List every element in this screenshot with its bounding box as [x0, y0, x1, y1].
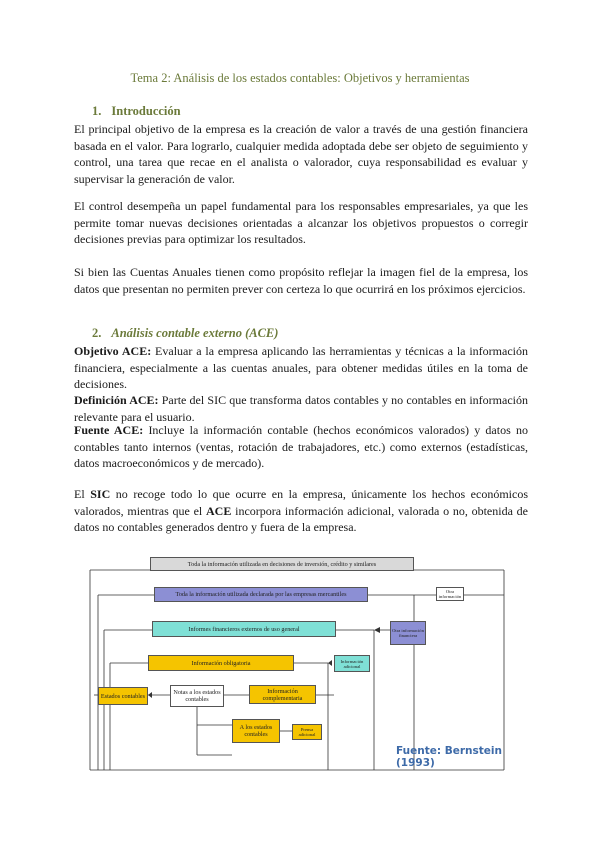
paragraph-fuente	[74, 422, 528, 472]
paragraph-intro-2: El control desempeña un papel fundamental para los responsables empresariales, ya que les permite tomar nuevas decisiones orientadas a alcanzar los objetivos propuestos o corregir decisiones previas para optimizar los resultados.	[74, 199, 528, 246]
objetivo-text: Evaluar a la empresa aplicando las herramientas y técnicas a la información financiera, especialmente a las cuentas anuales, para obtener medidas útiles en la toma de decisiones.	[74, 344, 528, 391]
section-1-heading	[92, 104, 181, 119]
fuente-label: Fuente ACE:	[74, 423, 144, 437]
paragraph-intro-1: El principal objetivo de la empresa es la creación de valor a través de una gestión financiera basada en el valor. Para lograrlo, cualquier medida adoptada debe ser objeto de seguimiento y control, una tarea que recae en el analista o valorador, cuya responsabilidad es evaluar y supervisar la generación de valor.	[74, 122, 528, 186]
sic-text-b: no recoge todo lo que ocurre en la empresa, únicamente los hechos económicos valorados, mientras que el	[74, 487, 529, 518]
box-notas: Notas a los estados contables	[170, 685, 224, 707]
section-2-number: 2.	[92, 326, 102, 340]
paragraph-definicion	[74, 392, 528, 425]
box-otra-informacion: Otra información	[436, 587, 464, 601]
paragraph-sic-ace	[74, 486, 528, 536]
box-otra-info-financiera: Otra información financiera	[390, 621, 426, 645]
information-diagram	[84, 545, 524, 775]
box-declared-information: Toda la información utilizada declarada por las empresas mercantiles	[154, 587, 368, 602]
sic-text-a: El	[74, 487, 91, 501]
section-1-number: 1.	[92, 104, 102, 118]
box-all-information: Toda la información utilizada en decisiones de inversión, crédito y similares	[150, 557, 414, 571]
box-a-estados: A los estados contables	[232, 719, 280, 743]
paragraph-intro-3: Si bien las Cuentas Anuales tienen como propósito reflejar la imagen fiel de la empresa, los datos que presentan no permiten prever con certeza lo que ocurrirá en los próximos ejercicios.	[74, 265, 528, 296]
box-mandatory-information: Información obligatoria	[148, 655, 294, 671]
box-info-adicional: Información adicional	[334, 655, 370, 672]
section-2-title: Análisis contable externo (ACE)	[111, 326, 279, 340]
document-title: Tema 2: Análisis de los estados contables: Objetivos y herramientas	[130, 71, 470, 85]
definicion-text: Parte del SIC que transforma datos contables y no contables en información relevante para el usuario.	[74, 393, 528, 424]
sic-term: SIC	[90, 487, 111, 501]
ace-term: ACE	[206, 503, 232, 518]
box-prensa: Prensa adicional	[292, 724, 322, 740]
section-1-title: Introducción	[111, 104, 181, 118]
box-complementaria: Información complementaria	[249, 685, 316, 704]
box-estados-contables: Estados contables	[98, 687, 148, 705]
paragraph-objetivo	[74, 343, 528, 393]
definicion-label: Definición ACE:	[74, 393, 159, 407]
diagram-source: Fuente: Bernstein (1993)	[396, 745, 502, 769]
objetivo-label: Objetivo ACE:	[74, 344, 152, 358]
sic-text-c: incorpora información adicional, valorada o no, obtenida de datos no contables generados dentro y fuera de la empresa.	[74, 503, 529, 534]
section-2-heading	[92, 326, 278, 341]
box-external-reports: Informes financieros externos de uso general	[152, 621, 336, 637]
fuente-text: Incluye la información contable (hechos económicos valorados) y datos no contables tanto internos (ventas, rotación de trabajadores, etc.) como externos (estadísticas, datos macroeconómicos y de mercado).	[74, 423, 528, 470]
